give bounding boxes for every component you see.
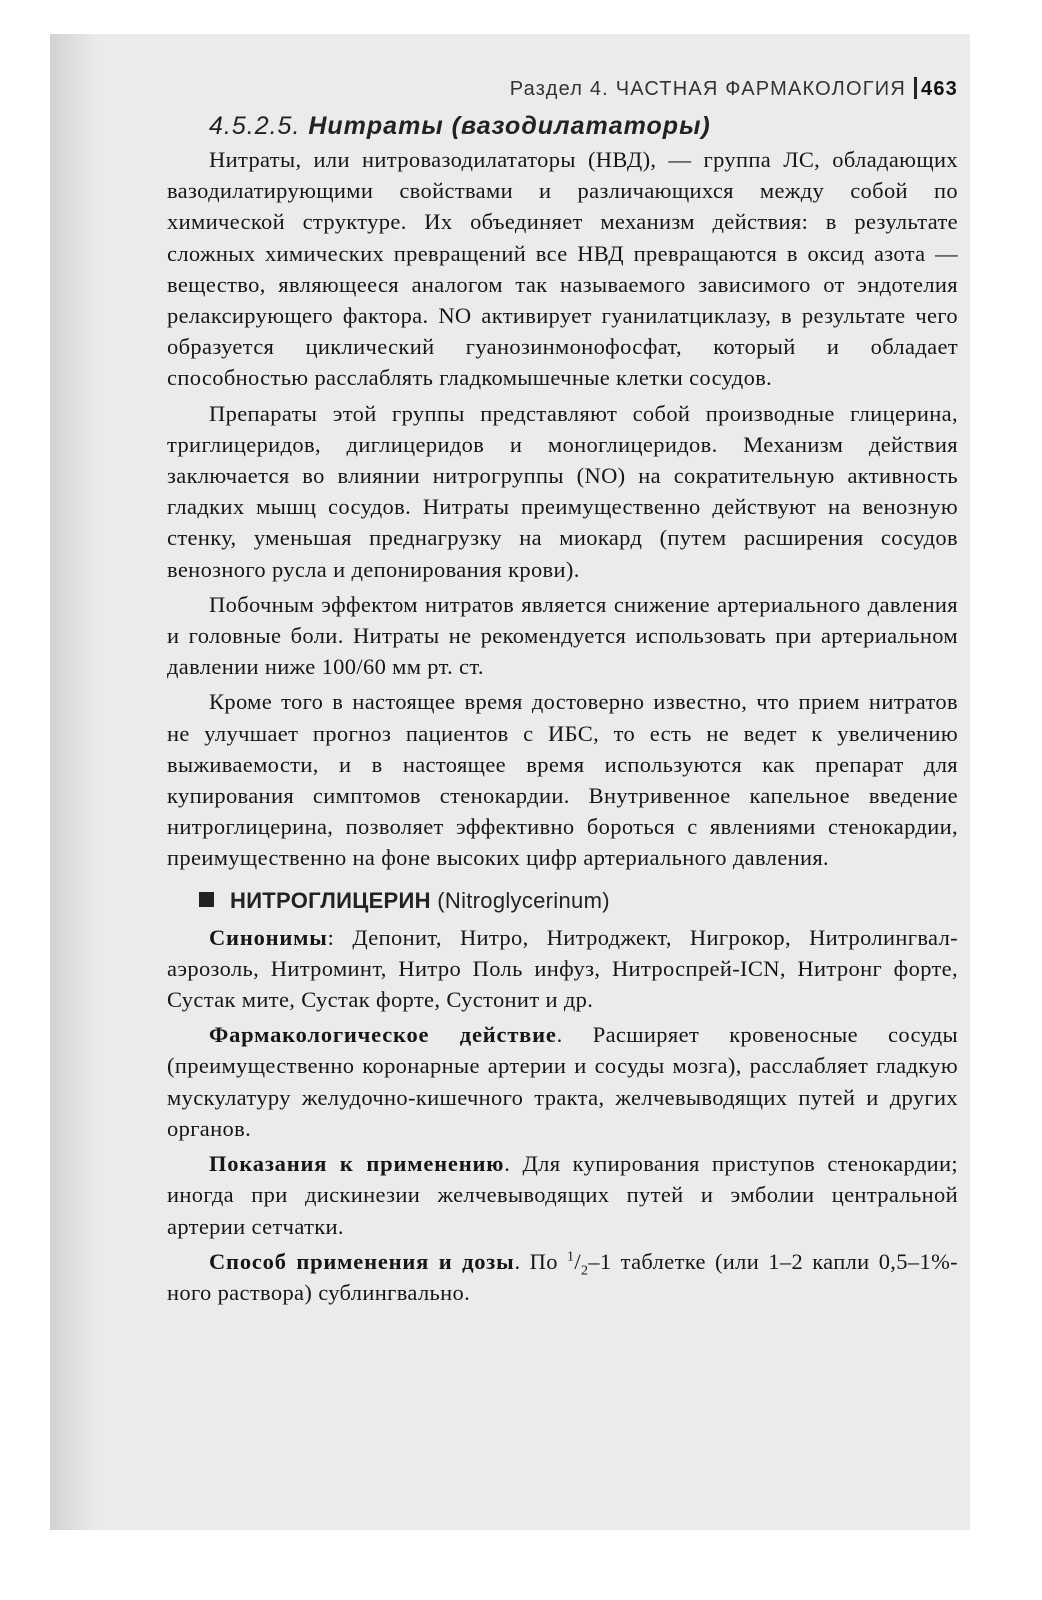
section-heading bbox=[167, 108, 958, 144]
drug-latin-name: (Nitroglycerinum) bbox=[437, 887, 610, 913]
indications-text: . Для купирования приступов стенокардии; иногда при дискинезии желчевыводящих путей и эмболии центральной артерии сетчатки. bbox=[167, 1151, 959, 1239]
dosage-fraction-slash: / bbox=[574, 1248, 581, 1274]
section-number: 4.5.2.5. bbox=[209, 112, 301, 140]
page-content bbox=[167, 74, 958, 1308]
drug-heading bbox=[167, 884, 958, 918]
paragraph-prognosis: Кроме того в настоящее время достоверно известно, что прием нитратов не улучшает прогноз пациентов с ИБС, то есть не ведет к увеличению выживаемости, и в настоящее время используются как препарат для купирования симптомов стенокардии. Внутривенное капельное введение нитроглицерина, позволяет эффективно бороться с явлениями стенокардии, преимущественно на фоне высоких цифр артериального давления. bbox=[167, 689, 958, 871]
running-head-separator bbox=[914, 77, 917, 99]
synonyms-text: : Депонит, Нитро, Нитроджект, Нигрокор, Нитролингвал-аэрозоль, Нитроминт, Нитро Поль инфуз, Нитроспрей-ICN, Нитронг форте, Сустак мите, Сустак форте, Сустонит и др. bbox=[167, 924, 958, 1013]
synonyms-label: Синонимы bbox=[209, 924, 328, 950]
section-title: Нитраты bbox=[308, 112, 444, 140]
drug-action bbox=[167, 1019, 958, 1144]
page-number: 463 bbox=[921, 78, 958, 100]
paragraph-intro: Нитраты, или нитровазодилататоры (НВД), — группа ЛС, обладающих вазодилатирующими свойствами и различающихся между собой по химической структуре. Их объединяет механизм действия: в результате сложных химических превращений все НВД превращаются в оксид азота — вещество, являющееся аналогом так называемого зависимого от эндотелия релаксирующего фактора. NO активирует гуанилатциклазу, в результате чего образуется циклический гуанозинмонофосфат, который и обладает способностью расслаблять гладкомышечные клетки сосудов. bbox=[167, 147, 958, 391]
dosage-fraction-numerator: 1 bbox=[566, 1249, 575, 1265]
indications-label: Показания к применению bbox=[209, 1151, 505, 1177]
binding-shadow bbox=[50, 34, 98, 1530]
paragraph-mechanism: Препараты этой группы представляют собой производные глицерина, триглицеридов, диглицеридов и моноглицеридов. Механизм действия заключается во влиянии нитрогруппы (NO) на сократительную активность гладких мышц сосудов. Нитраты преимущественно действуют на венозную стенку, уменьшая преднагрузку на миокард (путем расширения сосудов венозного русла и депонирования крови). bbox=[167, 400, 958, 582]
action-text: . Расширяет кровеносные сосуды (преимущественно коронарные артерии и сосуды мозга), расслабляет гладкую мускулатуру желудочно-кишечного тракта, желчевыводящих путей и других органов. bbox=[167, 1022, 958, 1141]
drug-name: НИТРОГЛИЦЕРИН bbox=[230, 887, 431, 913]
scanned-page bbox=[50, 34, 970, 1530]
running-head bbox=[167, 74, 958, 104]
square-bullet-icon bbox=[199, 892, 214, 907]
dosage-text-after: –1 таблетке (или 1–2 капли 0,5–1%-ного раствора) сублингвально. bbox=[167, 1248, 959, 1305]
section-subtitle: (вазодилататоры) bbox=[451, 112, 711, 140]
paragraph-side-effects: Побочным эффектом нитратов является снижение артериального давления и головные боли. Нитраты не рекомендуется использовать при артериальном давлении ниже 100/60 мм рт. ст. bbox=[167, 591, 958, 680]
dosage-text-before: . По bbox=[514, 1248, 567, 1274]
dosage-label: Способ применения и дозы bbox=[209, 1248, 515, 1274]
action-label: Фармакологическое действие bbox=[209, 1022, 557, 1048]
drug-synonyms bbox=[167, 922, 958, 1016]
drug-indications bbox=[167, 1148, 958, 1242]
running-head-section: Раздел 4. ЧАСТНАЯ ФАРМАКОЛОГИЯ bbox=[509, 78, 907, 100]
drug-dosage bbox=[167, 1246, 958, 1308]
dosage-fraction-denominator: 2 bbox=[580, 1263, 589, 1279]
